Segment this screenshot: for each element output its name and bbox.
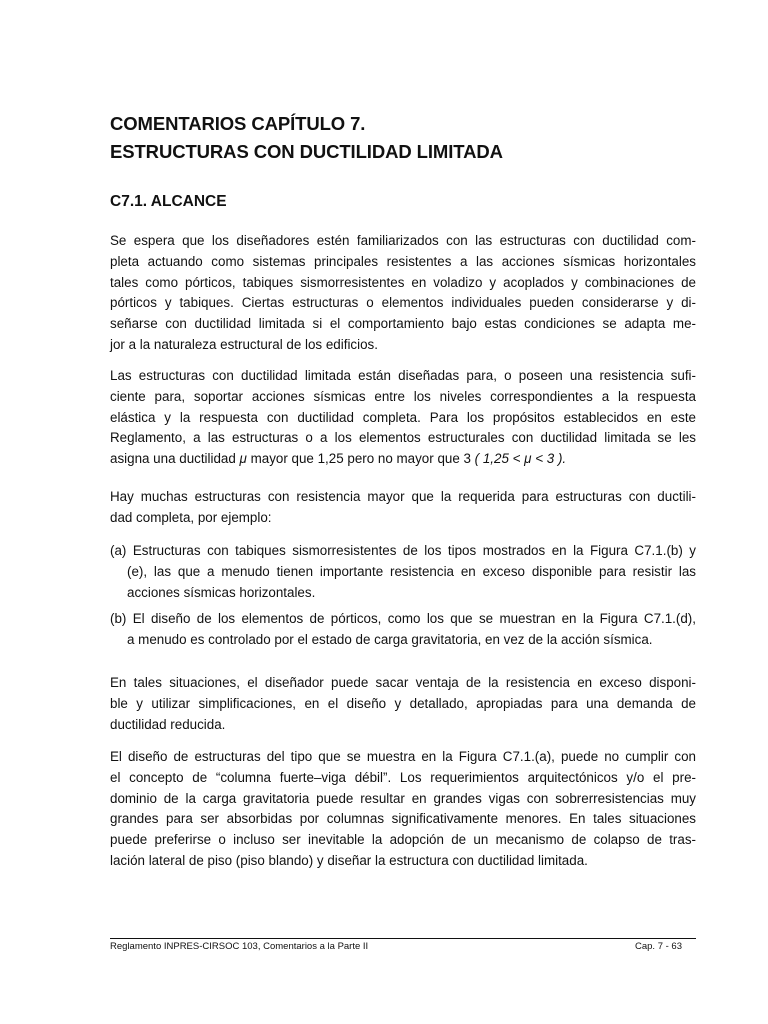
list-item-line: (b) El diseño de los elementos de pórticos, como los que se muestran en la Figura C7.1.(d), bbox=[110, 611, 696, 626]
paragraph-line: elástica y la respuesta con ductilidad completa. Para los propósitos establecidos en este bbox=[110, 409, 696, 425]
paragraph-line: dominio de la carga gravitatoria puede resultar en grandes vigas con sobrerresistencias muy bbox=[110, 790, 696, 806]
list-item-line: (a) Estructuras con tabiques sismorresistentes de los tipos mostrados en la Figura C7.1.(b) y bbox=[110, 543, 696, 558]
footer-page-number: Cap. 7 - 63 bbox=[635, 941, 682, 952]
list-item-b bbox=[110, 609, 696, 651]
paragraph-4 bbox=[110, 673, 696, 735]
footer-document-title: Reglamento INPRES-CIRSOC 103, Comentarios a la Parte II bbox=[110, 941, 369, 952]
paragraph-line: el concepto de “columna fuerte–viga débil”. Los requerimientos arquitectónicos y/o el pre- bbox=[110, 769, 696, 785]
page-footer bbox=[110, 938, 696, 952]
text-run: mayor que 1,25 pero no mayor que 3 bbox=[246, 451, 475, 467]
chapter-title-line-1: COMENTARIOS CAPÍTULO 7. bbox=[110, 113, 366, 134]
paragraph-line: puede preferirse o incluso ser inevitable la adopción de un mecanismo de colapso de tras- bbox=[110, 832, 696, 848]
paragraph-5 bbox=[110, 747, 696, 872]
mu-symbol: μ bbox=[239, 451, 247, 467]
paragraph-line: pleta actuando como sistemas principales resistentes a las acciones sísmicas horizontales bbox=[110, 253, 696, 269]
list-item-line: (e), las que a menudo tienen importante resistencia en exceso disponible para resistir las bbox=[127, 563, 696, 579]
paragraph-line: jor a la naturaleza estructural de los edificios. bbox=[110, 336, 378, 352]
list-item-line: acciones sísmicas horizontales. bbox=[127, 584, 316, 600]
chapter-title bbox=[110, 110, 696, 166]
paragraph-line: ductilidad reducida. bbox=[110, 716, 226, 732]
list-item-a bbox=[110, 541, 696, 603]
paragraph-line: ciente para, soportar acciones sísmicas entre los niveles correspondientes a la respuesta bbox=[110, 388, 696, 404]
paragraph-line: El diseño de estructuras del tipo que se muestra en la Figura C7.1.(a), puede no cumplir con bbox=[110, 749, 696, 764]
paragraph-line: ble y utilizar simplificaciones, en el diseño y detallado, apropiadas para una demanda de bbox=[110, 695, 696, 711]
paragraph-line: tales como pórticos, tabiques sismorresistentes en voladizo y acoplados y combinaciones de bbox=[110, 274, 696, 290]
ductility-formula: ( 1,25 < μ < 3 ). bbox=[474, 451, 567, 467]
paragraph-line: Se espera que los diseñadores estén familiarizados con las estructuras con ductilidad com- bbox=[110, 233, 696, 248]
paragraph-line: Hay muchas estructuras con resistencia mayor que la requerida para estructuras con ductili- bbox=[110, 489, 696, 504]
paragraph-line: Las estructuras con ductilidad limitada están diseñadas para, o poseen una resistencia sufi- bbox=[110, 368, 696, 383]
paragraph-3 bbox=[110, 487, 696, 529]
paragraph-line bbox=[110, 449, 696, 470]
paragraph-2 bbox=[110, 366, 696, 470]
text-run: asigna una ductilidad bbox=[110, 451, 240, 467]
paragraph-line: grandes para ser absorbidas por columnas significativamente menores. En tales situaciones bbox=[110, 811, 696, 827]
paragraph-line: En tales situaciones, el diseñador puede sacar ventaja de la resistencia en exceso disponi- bbox=[110, 675, 696, 690]
paragraph-line: pórticos y tabiques. Ciertas estructuras o elementos individuales pueden considerarse y di- bbox=[110, 295, 696, 311]
paragraph-line: lación lateral de piso (piso blando) y diseñar la estructura con ductilidad limitada. bbox=[110, 852, 588, 868]
chapter-title-line-2: ESTRUCTURAS CON DUCTILIDAD LIMITADA bbox=[110, 141, 503, 162]
paragraph-line: Reglamento, a las estructuras o a los elementos estructurales con ductilidad limitada se les bbox=[110, 430, 696, 446]
paragraph-1 bbox=[110, 231, 696, 356]
section-heading: C7.1. ALCANCE bbox=[110, 193, 227, 210]
list-item-line: a menudo es controlado por el estado de carga gravitatoria, en vez de la acción sísmica. bbox=[127, 631, 653, 647]
paragraph-line: señarse con ductilidad limitada si el comportamiento bajo estas condiciones se adapta me- bbox=[110, 316, 696, 332]
paragraph-line: dad completa, por ejemplo: bbox=[110, 509, 272, 525]
